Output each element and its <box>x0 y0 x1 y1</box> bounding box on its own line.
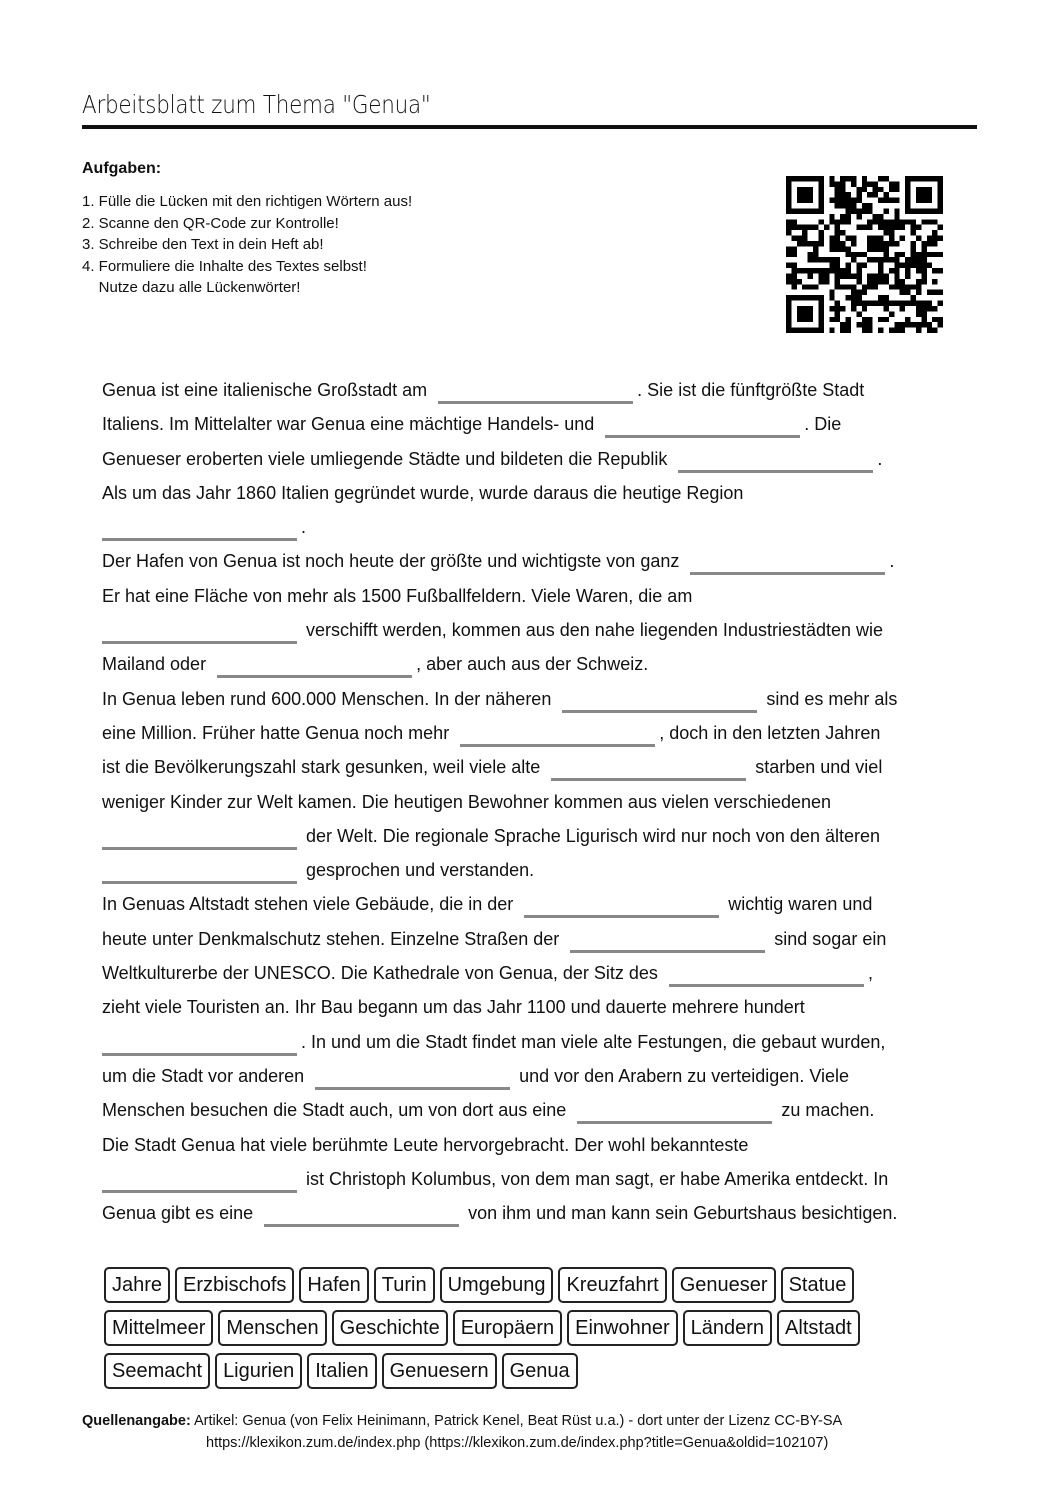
word-card[interactable]: Ligurien <box>215 1353 302 1389</box>
word-card[interactable]: Kreuzfahrt <box>558 1267 666 1303</box>
text-line <box>102 997 897 1031</box>
blank-field[interactable] <box>102 860 297 884</box>
blank-field[interactable] <box>570 929 765 953</box>
word-bank <box>104 1267 860 1396</box>
text-line <box>102 929 897 963</box>
text-line <box>102 1169 897 1203</box>
text-segment: , <box>867 963 873 984</box>
title-divider <box>82 125 977 129</box>
word-card[interactable]: Italien <box>307 1353 376 1389</box>
blank-field[interactable] <box>102 517 297 541</box>
text-line <box>102 380 897 414</box>
text-segment: Genua ist eine italienische Großstadt am <box>102 380 433 400</box>
text-line <box>102 826 897 860</box>
word-card[interactable]: Einwohner <box>567 1310 678 1346</box>
text-line <box>102 1135 897 1169</box>
task-item: 1. Fülle die Lücken mit den richtigen Wörtern aus! <box>82 193 413 210</box>
text-segment: weniger Kinder zur Welt kamen. Die heutigen Bewohner kommen aus vielen verschiedenen <box>102 791 832 812</box>
text-line <box>102 963 897 997</box>
text-segment: starben und viel <box>750 757 883 778</box>
text-segment: Als um das Jahr 1860 Italien gegründet wurde, wurde daraus die heutige Region <box>102 482 744 503</box>
blank-field[interactable] <box>460 723 655 747</box>
text-segment: In Genuas Altstadt stehen viele Gebäude, die in der <box>102 894 519 915</box>
text-line <box>102 414 897 448</box>
text-line <box>102 860 897 894</box>
text-segment: und vor den Arabern zu verteidigen. Viele <box>514 1065 850 1086</box>
blank-field[interactable] <box>605 414 800 438</box>
blank-field[interactable] <box>217 654 412 678</box>
text-line <box>102 1066 897 1100</box>
blank-field[interactable] <box>102 620 297 644</box>
text-segment: In Genua leben rund 600.000 Menschen. In der näheren <box>102 688 557 709</box>
source-label: Quellenangabe: <box>82 1413 191 1429</box>
text-line <box>102 894 897 928</box>
text-line <box>102 757 897 791</box>
source-citation <box>82 1410 842 1454</box>
text-line <box>102 483 897 517</box>
word-card[interactable]: Geschichte <box>332 1310 448 1346</box>
text-segment: zieht viele Touristen an. Ihr Bau begann um das Jahr 1100 und dauerte mehrere hundert <box>102 997 805 1018</box>
text-segment: eine Million. Früher hatte Genua noch mehr <box>102 722 455 743</box>
word-card[interactable]: Genuesern <box>382 1353 497 1389</box>
text-line <box>102 1203 897 1237</box>
text-line <box>102 1100 897 1134</box>
blank-field[interactable] <box>524 894 719 918</box>
blank-field[interactable] <box>315 1066 510 1090</box>
blank-field[interactable] <box>264 1203 459 1227</box>
tasks-heading: Aufgaben: <box>82 160 162 177</box>
word-card[interactable]: Seemacht <box>104 1353 210 1389</box>
word-card[interactable]: Genua <box>502 1353 578 1389</box>
text-segment: Der Hafen von Genua ist noch heute der größte und wichtigste von ganz <box>102 551 685 572</box>
text-line <box>102 1032 897 1066</box>
text-segment: ist die Bevölkerungszahl stark gesunken, weil viele alte <box>102 757 546 778</box>
word-card[interactable]: Genueser <box>672 1267 776 1303</box>
blank-field[interactable] <box>438 380 633 404</box>
text-segment: um die Stadt vor anderen <box>102 1065 310 1086</box>
blank-field[interactable] <box>551 757 746 781</box>
text-segment: Genua gibt es eine <box>102 1203 259 1224</box>
text-segment: , doch in den letzten Jahren <box>659 722 881 743</box>
blank-field[interactable] <box>102 826 297 850</box>
word-bank-row <box>104 1353 860 1389</box>
text-segment: . <box>877 448 883 469</box>
text-line <box>102 586 897 620</box>
text-segment: gesprochen und verstanden. <box>301 860 535 881</box>
text-line <box>102 723 897 757</box>
task-item: Nutze dazu alle Lückenwörter! <box>82 279 301 296</box>
text-segment: verschifft werden, kommen aus den nahe liegenden Industriestädten wie <box>301 620 884 641</box>
text-line <box>102 654 897 688</box>
word-card[interactable]: Erzbischofs <box>175 1267 294 1303</box>
text-segment: sind es mehr als <box>761 688 898 709</box>
text-segment: Italiens. Im Mittelalter war Genua eine mächtige Handels- und <box>102 414 600 435</box>
task-item: 3. Schreibe den Text in dein Heft ab! <box>82 236 324 253</box>
blank-field[interactable] <box>690 551 885 575</box>
text-segment: Mailand oder <box>102 654 212 675</box>
text-segment: Die Stadt Genua hat viele berühmte Leute hervorgebracht. Der wohl bekannteste <box>102 1134 749 1155</box>
text-segment: Er hat eine Fläche von mehr als 1500 Fußballfeldern. Viele Waren, die am <box>102 585 693 606</box>
blank-field[interactable] <box>102 1169 297 1193</box>
text-segment: Genueser eroberten viele umliegende Städte und bildeten die Republik <box>102 448 673 469</box>
blank-field[interactable] <box>577 1100 772 1124</box>
text-segment: , aber auch aus der Schweiz. <box>416 654 649 675</box>
text-segment: Menschen besuchen die Stadt auch, um von dort aus eine <box>102 1100 572 1121</box>
word-card[interactable]: Hafen <box>299 1267 368 1303</box>
word-card[interactable]: Turin <box>374 1267 435 1303</box>
blank-field[interactable] <box>669 963 864 987</box>
word-card[interactable]: Altstadt <box>777 1310 860 1346</box>
source-url: https://klexikon.zum.de/index.php (https://klexikon.zum.de/index.php?title=Genua&oldid=102107) <box>206 1435 829 1451</box>
word-bank-row <box>104 1310 860 1346</box>
task-item: 2. Scanne den QR-Code zur Kontrolle! <box>82 214 339 232</box>
text-segment: zu machen. <box>776 1100 875 1121</box>
text-segment: . Die <box>804 414 842 435</box>
blank-field[interactable] <box>678 449 873 473</box>
text-line <box>102 551 897 585</box>
blank-field[interactable] <box>102 1032 297 1056</box>
text-segment: Weltkulturerbe der UNESCO. Die Kathedrale von Genua, der Sitz des <box>102 963 663 984</box>
cloze-text <box>102 380 897 1237</box>
page-title: Arbeitsblatt zum Thema "Genua" <box>82 90 431 119</box>
qr-code[interactable] <box>786 176 943 333</box>
word-card[interactable]: Umgebung <box>440 1267 554 1303</box>
text-segment: . <box>301 517 307 538</box>
text-segment: . <box>889 551 895 572</box>
source-text: Artikel: Genua (von Felix Heinimann, Patrick Kenel, Beat Rüst u.a.) - dort unter der Lizenz CC-BY-SA <box>190 1413 843 1429</box>
word-card[interactable]: Jahre <box>104 1267 170 1303</box>
word-card[interactable]: Ländern <box>683 1310 772 1346</box>
text-segment: von ihm und man kann sein Geburtshaus besichtigen. <box>463 1203 898 1224</box>
word-card[interactable]: Europäern <box>453 1310 562 1346</box>
text-segment: der Welt. Die regionale Sprache Ligurisch wird nur noch von den älteren <box>301 825 880 846</box>
text-segment: heute unter Denkmalschutz stehen. Einzelne Straßen der <box>102 928 565 949</box>
task-list <box>82 191 412 299</box>
word-card[interactable]: Statue <box>781 1267 855 1303</box>
blank-field[interactable] <box>562 689 757 713</box>
word-card[interactable]: Mittelmeer <box>104 1310 213 1346</box>
text-segment: . Sie ist die fünftgrößte Stadt <box>637 380 865 400</box>
text-line <box>102 620 897 654</box>
text-line <box>102 792 897 826</box>
task-item: 4. Formuliere die Inhalte des Textes selbst! <box>82 257 367 275</box>
text-segment: ist Christoph Kolumbus, von dem man sagt, er habe Amerika entdeckt. In <box>301 1168 889 1189</box>
text-line <box>102 689 897 723</box>
text-line <box>102 449 897 483</box>
word-bank-row <box>104 1267 860 1303</box>
text-segment: sind sogar ein <box>769 928 887 949</box>
text-line <box>102 517 897 551</box>
word-card[interactable]: Menschen <box>218 1310 326 1346</box>
text-segment: wichtig waren und <box>723 894 873 915</box>
text-segment: . In und um die Stadt findet man viele alte Festungen, die gebaut wurden, <box>301 1031 886 1052</box>
